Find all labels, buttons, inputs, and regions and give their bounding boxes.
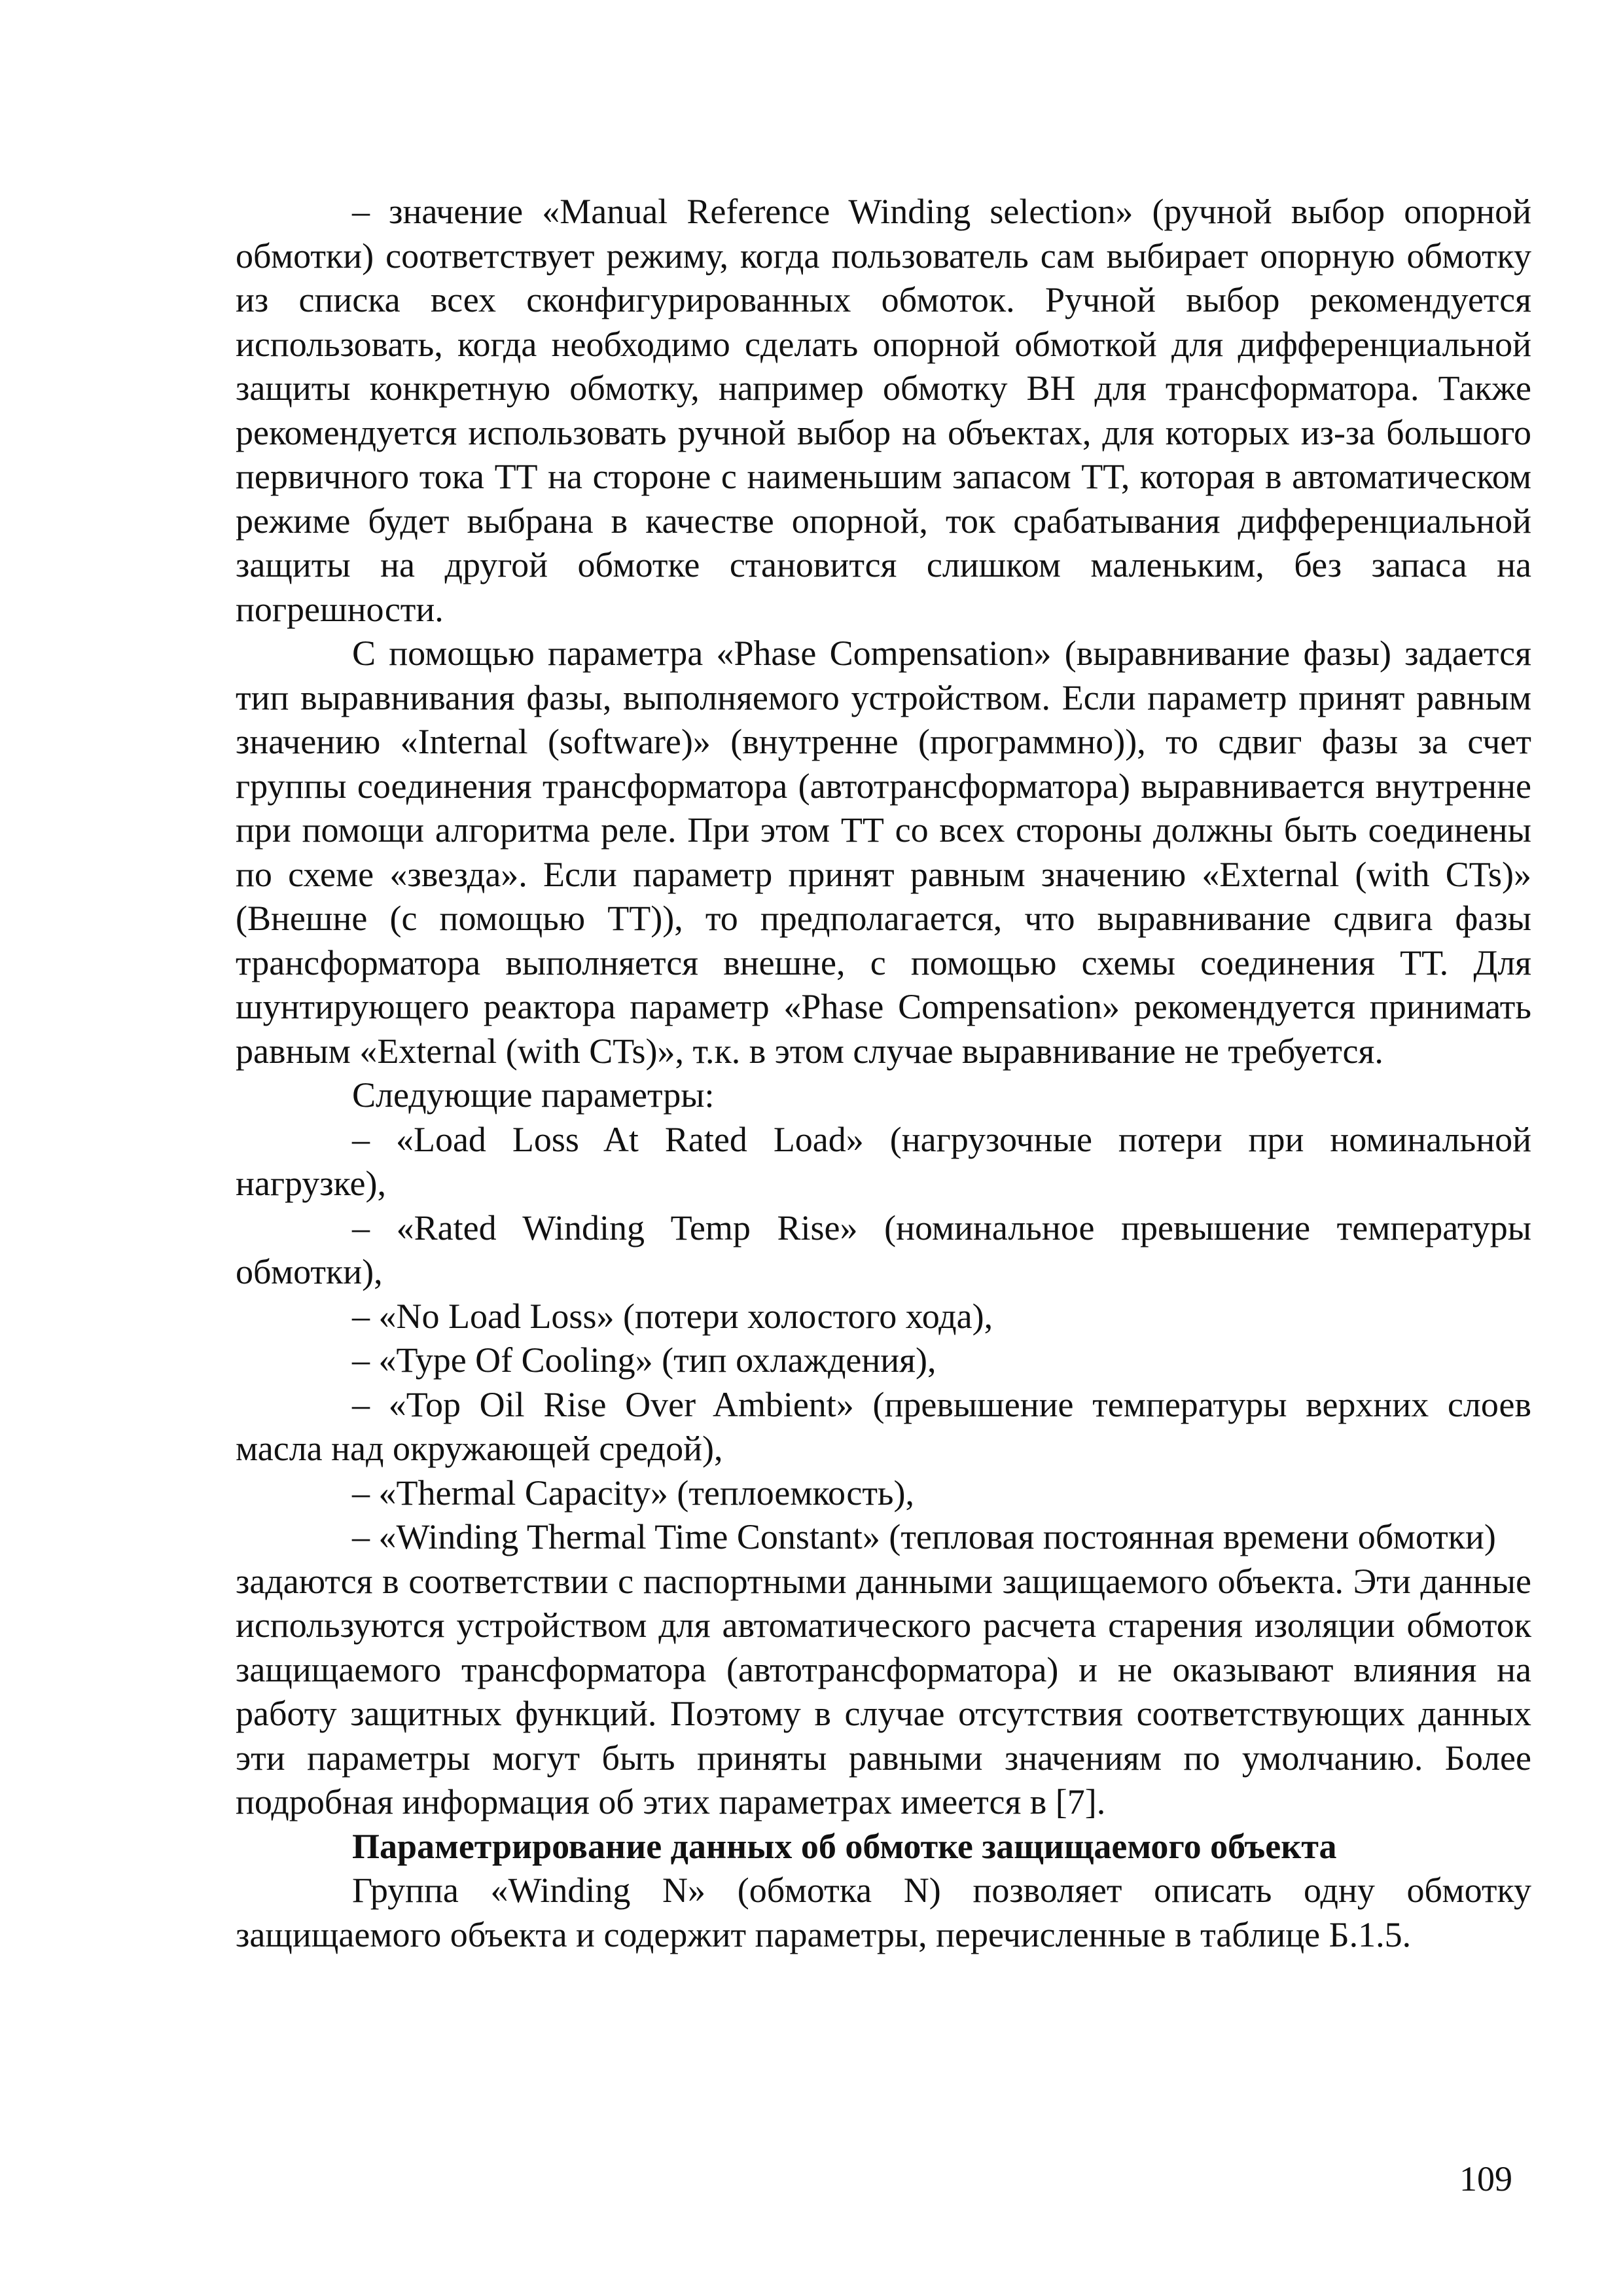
- list-item-winding-temp-rise: – «Rated Winding Temp Rise» (номинальное превышение температуры обмотки),: [236, 1208, 1531, 1291]
- section-heading: Параметрирование данных об обмотке защищаемого объекта: [352, 1826, 1337, 1866]
- list-item-top-oil-rise: – «Top Oil Rise Over Ambient» (превышение температуры верхних слоев масла над окружающей средой),: [236, 1384, 1531, 1468]
- paragraph-following-parameters: Следующие параметры:: [352, 1075, 715, 1115]
- list-item-no-load-loss: – «No Load Loss» (потери холостого хода),: [352, 1296, 993, 1336]
- paragraph-reference-winding: – значение «Manual Reference Winding selection» (ручной выбор опорной обмотки) соответствует режиму, когда пользователь сам выбирает опорную обмотку из списка всех сконфигурированных обмоток. Ручной выбор рекомендуется использовать, когда необходимо сделать опорной обмоткой для дифференциальной защиты конкретную обмотку, например обмотку ВН для трансформатора. Также рекомендуется использовать ручной выбор на объектах, для которых из-за большого первичного тока ТТ на стороне с наименьшим запасом ТТ, которая в автоматическом режиме будет выбрана в качестве опорной, ток срабатывания дифференциальной защиты на другой обмотке становится слишком маленьким, без запаса на погрешности.: [236, 192, 1531, 629]
- list-item-thermal-capacity: – «Thermal Capacity» (теплоемкость),: [352, 1473, 915, 1513]
- list-item-type-of-cooling: – «Type Of Cooling» (тип охлаждения),: [352, 1340, 936, 1380]
- list-item-thermal-time-constant: – «Winding Thermal Time Constant» (тепловая постоянная времени обмотки): [352, 1517, 1496, 1556]
- page-number: 109: [1459, 2159, 1512, 2198]
- paragraph-phase-compensation: С помощью параметра «Phase Compensation» (выравнивание фазы) задается тип выравнивания фазы, выполняемого устройством. Если параметр принят равным значению «Internal (software)» (внутренне (программно)), то сдвиг фазы за счет группы соединения трансформатора (автотрансформатора) выравнивается внутренне при помощи алгоритма реле. При этом ТТ со всех стороны должны быть соединены по схеме «звезда». Если параметр принят равным значению «External (with CTs)» (Внешне (с помощью ТТ)), то предполагается, что выравнивание сдвига фазы трансформатора выполняется внешне, с помощью схемы соединения ТТ. Для шунтирующего реактора параметр «Phase Compensation» рекомендуется принимать равным «External (with CTs)», т.к. в этом случае выравнивание не требуется.: [236, 634, 1531, 1071]
- paragraph-passport-data: задаются в соответствии с паспортными данными защищаемого объекта. Эти данные используются устройством для автоматического расчета старения изоляции обмоток защищаемого трансформатора (автотрансформатора) и не оказывают влияния на работу защитных функций. Поэтому в случае отсутствия соответствующих данных эти параметры могут быть приняты равными значениям по умолчанию. Более подробная информация об этих параметрах имеется в [7].: [236, 1561, 1531, 1821]
- list-item-load-loss: – «Load Loss At Rated Load» (нагрузочные потери при номинальной нагрузке),: [236, 1119, 1531, 1203]
- paragraph-winding-n: Группа «Winding N» (обмотка N) позволяет описать одну обмотку защищаемого объекта и содержит параметры, перечисленные в таблице Б.1.5.: [236, 1871, 1531, 1954]
- document-body: [236, 190, 1531, 1957]
